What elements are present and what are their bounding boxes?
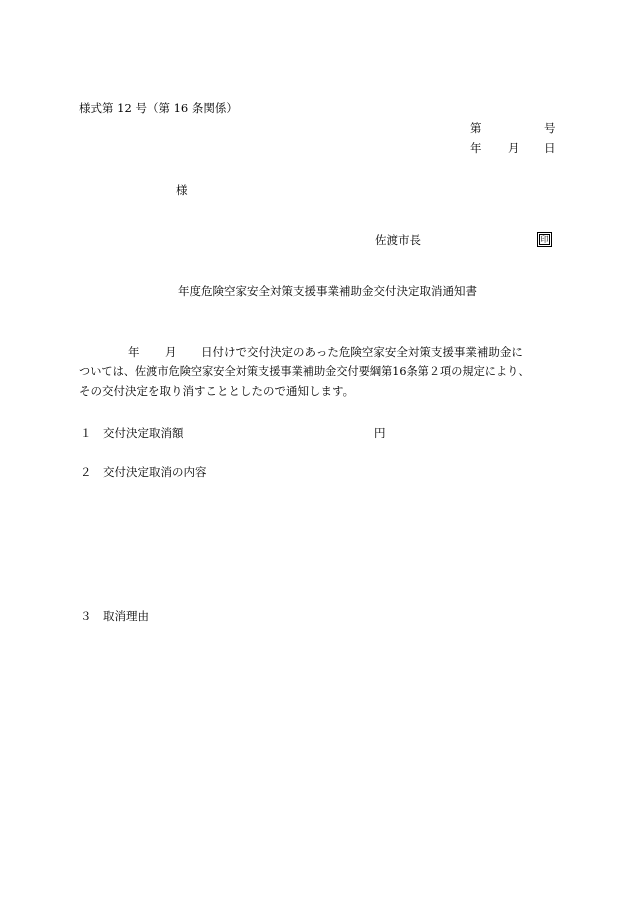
item-3-number: ３: [80, 609, 92, 623]
item-3-label: 取消理由: [103, 609, 149, 623]
form-number: 様式第 12 号（第 16 条関係）: [79, 101, 238, 115]
body-month-label: 月: [165, 345, 177, 359]
document-number-suffix: 号: [544, 121, 556, 135]
seal-stamp: [537, 232, 552, 247]
item-2-label: 交付決定取消の内容: [103, 465, 207, 479]
item-1-unit: 円: [374, 426, 386, 440]
date-day-label: 日: [544, 141, 556, 155]
body-line-1: 日付けで交付決定のあった危険空家安全対策支援事業補助金に: [201, 345, 523, 359]
document-number-prefix: 第: [470, 121, 482, 135]
body-line-3: その交付決定を取り消すこととしたので通知します。: [79, 384, 355, 398]
item-1-label: 交付決定取消額: [103, 426, 184, 440]
item-1-number: １: [80, 426, 92, 440]
seal-char: 印: [540, 235, 549, 244]
item-2-number: ２: [80, 465, 92, 479]
date-year-label: 年: [470, 141, 482, 155]
document-title: 年度危険空家安全対策支援事業補助金交付決定取消通知書: [178, 284, 477, 298]
issuer-title: 佐渡市長: [375, 233, 421, 247]
body-year-label: 年: [128, 345, 140, 359]
date-month-label: 月: [508, 141, 520, 155]
body-line-2: ついては、佐渡市危険空家安全対策支援事業補助金交付要綱第16条第２項の規定により、: [79, 365, 530, 378]
addressee-honorific: 様: [176, 183, 188, 197]
